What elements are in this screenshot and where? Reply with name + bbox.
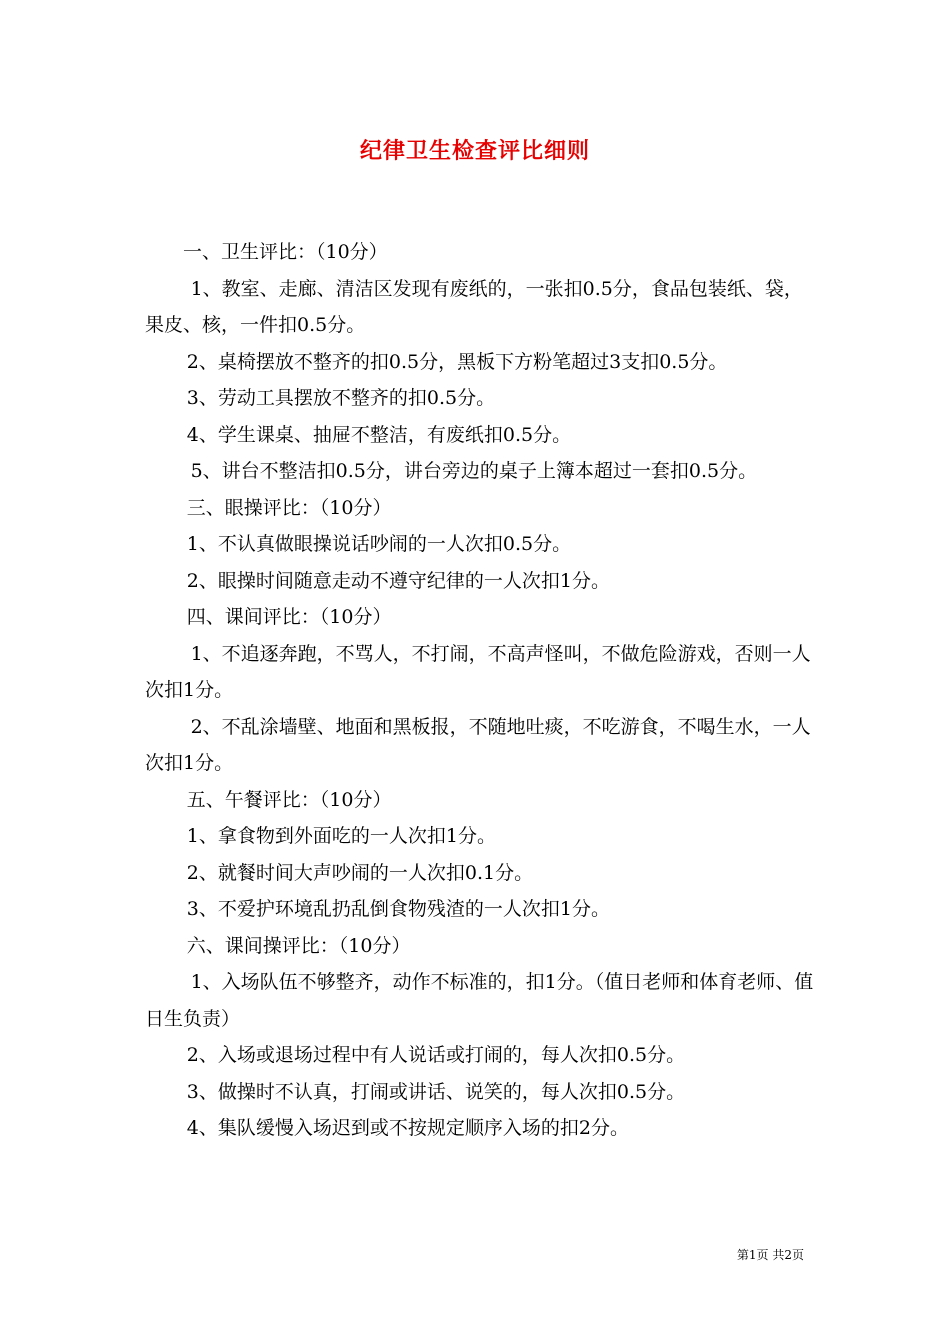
list-item: 2、桌椅摆放不整齐的扣0.5分，黑板下方粉笔超过3支扣0.5分。 xyxy=(186,350,728,373)
list-item: 5、讲台不整洁扣0.5分，讲台旁边的桌子上簿本超过一套扣0.5分。 xyxy=(190,460,758,482)
list-item: 2、眼操时间随意走动不遵守纪律的一人次扣1分。 xyxy=(186,569,610,592)
list-item: 1、教室、走廊、清洁区发现有废纸的，一张扣0.5分，食品包装纸、袋，果皮、核，一件扣0.5分。 xyxy=(145,277,803,336)
document-body xyxy=(145,234,815,1147)
list-item: 4、学生课桌、抽屉不整洁，有废纸扣0.5分。 xyxy=(186,423,572,446)
list-item: 2、就餐时间大声吵闹的一人次扣0.1分。 xyxy=(186,861,534,884)
list-item: 1、不追逐奔跑，不骂人，不打闹，不高声怪叫，不做危险游戏，否则一人次扣1分。 xyxy=(145,642,811,701)
document-title: 纪律卫生检查评比细则 xyxy=(359,138,590,164)
section-heading-eye-exercise: 三、眼操评比：（10分） xyxy=(186,496,392,519)
section-heading-recess: 四、课间评比：（10分） xyxy=(186,606,392,628)
list-item: 4、集队缓慢入场迟到或不按规定顺序入场的扣2分。 xyxy=(186,1117,629,1139)
page-number-footer: 第1页 共2页 xyxy=(736,1248,804,1262)
list-item: 1、不认真做眼操说话吵闹的一人次扣0.5分。 xyxy=(186,533,572,555)
section-heading-exercise: 六、课间操评比：（10分） xyxy=(186,934,411,957)
list-item: 3、做操时不认真，打闹或讲话、说笑的，每人次扣0.5分。 xyxy=(186,1080,686,1103)
section-heading-lunch: 五、午餐评比：（10分） xyxy=(186,788,392,811)
list-item: 3、劳动工具摆放不整齐的扣0.5分。 xyxy=(186,387,496,409)
list-item: 2、入场或退场过程中有人说话或打闹的，每人次扣0.5分。 xyxy=(186,1044,686,1066)
section-heading-hygiene: 一、卫生评比：（10分） xyxy=(183,241,388,263)
list-item: 3、不爱护环境乱扔乱倒食物残渣的一人次扣1分。 xyxy=(186,898,610,920)
list-item: 1、拿食物到外面吃的一人次扣1分。 xyxy=(186,825,496,847)
list-item: 1、入场队伍不够整齐，动作不标准的，扣1分。（值日老师和体育老师、值日生负责） xyxy=(145,971,814,1030)
list-item: 2、不乱涂墙壁、地面和黑板报，不随地吐痰，不吃游食，不喝生水，一人次扣1分。 xyxy=(145,715,811,774)
